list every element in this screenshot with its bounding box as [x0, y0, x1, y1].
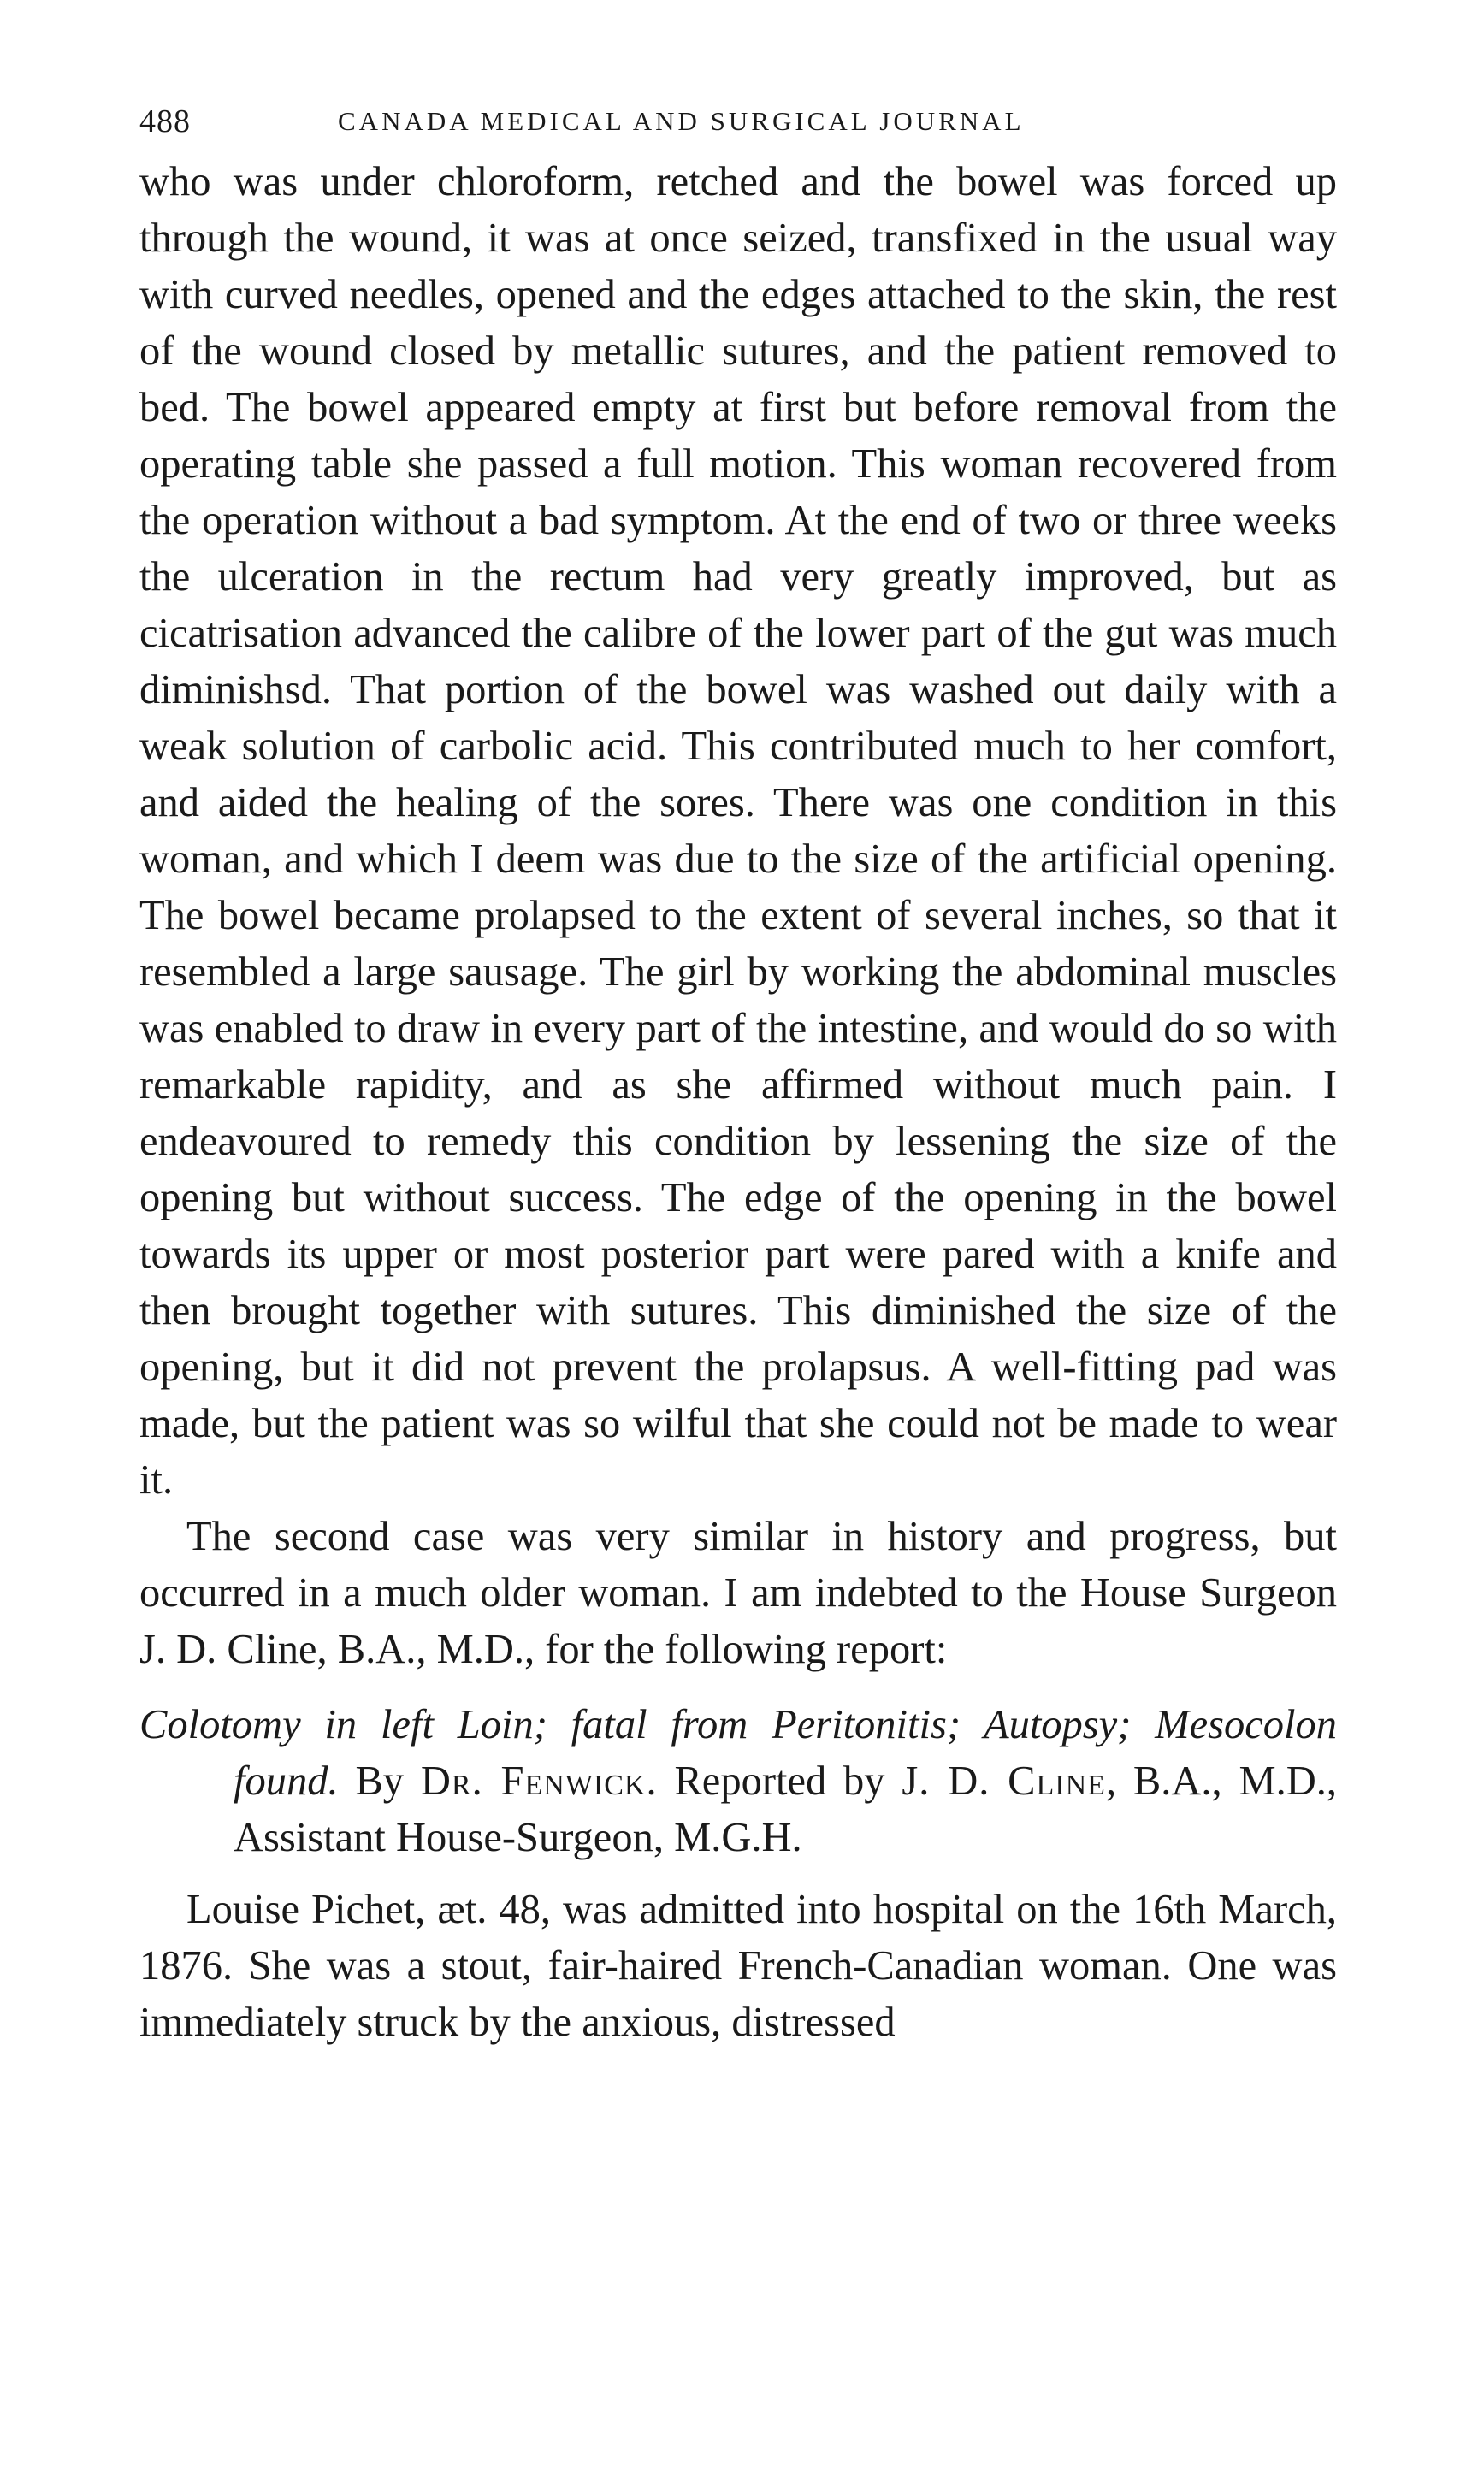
case-reporter: J. D. Cline — [902, 1758, 1106, 1804]
article-body — [139, 154, 1337, 2051]
paragraph-second-case: The second case was very similar in history and progress, but occurred in a much older woman. I am indebted to the House Surgeon J. D. Cline, B.A., M.D., for the following report: — [139, 1514, 1337, 1672]
running-head — [139, 86, 1337, 154]
case-reporter-credentials: , B.A., M.D., Assistant House-Surgeon, M.G.H. — [234, 1758, 1338, 1860]
journal-page — [139, 86, 1337, 2051]
case-heading — [139, 1697, 1337, 1866]
journal-title: CANADA MEDICAL AND SURGICAL JOURNAL — [338, 106, 1025, 136]
paragraph-continuation: who was under chloroform, retched and the bowel was forced up through the wound, it was at once seized, transfixed in the usual way with curved needles, opened and the edges attached to the skin, the rest of the wound closed by metallic sutures, and the patient removed to bed. The bowel appeared empty at first but before removal from the operating table she passed a full motion. This woman recovered from the operation without a bad symptom. At the end of two or three weeks the ulceration in the rectum had very greatly improved, but as cicatrisation advanced the calibre of the lower part of the gut was much diminishsd. That portion of the bowel was washed out daily with a weak solution of carbolic acid. This contributed much to her comfort, and aided the healing of the sores. There was one condition in this woman, and which I deem was due to the size of the artificial opening. The bowel became prolapsed to the extent of several inches, so that it resembled a large sausage. The girl by working the abdominal muscles was enabled to draw in every part of the intestine, and would do so with remarkable rapidity, and as she affirmed without much pain. I endeavoured to remedy this condition by lessening the size of the opening but without success. The edge of the opening in the bowel towards its upper or most posterior part were pared with a knife and then brought together with sutures. This diminished the size of the opening, but it did not prevent the prolapsus. A well-fitting pad was made, but the patient was so wilful that she could not be made to wear it. — [139, 159, 1337, 1503]
case-by-label: By — [355, 1758, 405, 1804]
case-reported-by-label: Reported by — [674, 1758, 885, 1804]
page-number: 488 — [139, 103, 191, 139]
case-title: Colotomy in left Loin; fatal from Peritonitis; Autopsy; Mesocolon found. — [139, 1702, 1337, 1804]
paragraph-case-report: Louise Pichet, æt. 48, was admitted into hospital on the 16th March, 1876. She was a stout, fair-haired French-Canadian woman. One was immediately struck by the anxious, distressed — [139, 1887, 1337, 2045]
case-author: Dr. Fenwick. — [420, 1758, 658, 1804]
